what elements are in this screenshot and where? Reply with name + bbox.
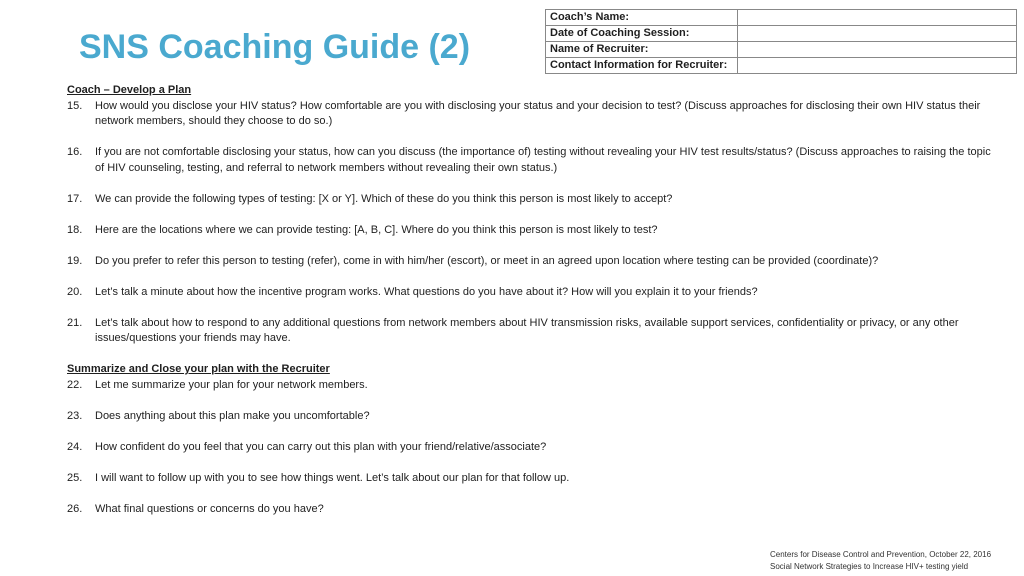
item-number: 16. [67,146,83,158]
coaching-info-table [545,9,1017,74]
item-text: What final questions or concerns do you have? [95,502,324,515]
list-item [67,145,997,176]
item-text: Let’s talk a minute about how the incentive program works. What questions do you have about it? How will you explain it to your friends? [95,285,758,298]
item-number: 26. [67,502,83,515]
item-number: 15. [67,99,83,112]
coach-name-value[interactable] [738,10,1017,26]
footer-citation [770,549,991,573]
table-row [546,10,1017,26]
table-row [546,26,1017,42]
item-number: 24. [67,440,83,453]
item-text: I will want to follow up with you to see how things went. Let’s talk about our plan for that follow up. [95,471,570,484]
table-row [546,58,1017,74]
list-item [67,316,997,347]
item-number: 19. [67,254,83,267]
list-item [67,471,997,487]
recruiter-contact-value[interactable] [738,58,1017,74]
list-item [67,99,997,130]
recruiter-name-label: Name of Recruiter: [546,42,738,58]
item-text: How confident do you feel that you can carry out this plan with your friend/relative/associate? [95,440,547,453]
item-number: 18. [67,223,83,236]
table-row [546,42,1017,58]
item-number: 22. [67,378,83,391]
item-number: 20. [67,285,83,298]
item-text: Does anything about this plan make you uncomfortable? [95,409,370,422]
item-text: How would you disclose your HIV status? How comfortable are you with disclosing your status and your decision to test? (Discuss approaches for disclosing their own HIV status their network members, should they choose to do so.) [95,99,981,127]
item-text: Let me summarize your plan for your network members. [95,378,368,391]
list-item [67,192,997,208]
list-item [67,285,997,301]
item-text: Do you prefer to refer this person to testing (refer), come in with him/her (escort), or meet in an agreed upon location where testing can be provided (coordinate)? [95,254,879,267]
list-item [67,409,997,425]
item-text: If you are not comfortable disclosing your status, how can you discuss (the importance of) testing without revealing your HIV test results/status? (Discuss approaches to raising the topic of HIV counseling, testing, and referral to network members without revealing their own status.) [95,146,991,174]
item-text: Here are the locations where we can provide testing: [A, B, C]. Where do you think this person is most likely to test? [95,223,658,236]
item-number: 21. [67,316,83,329]
list-item [67,440,997,456]
page-title: SNS Coaching Guide (2) [79,28,471,66]
item-text: Let’s talk about how to respond to any additional questions from network members about HIV transmission risks, available support services, confidentiality or privacy, or any other issues/questions your friends may have. [95,316,959,344]
recruiter-contact-label: Contact Information for Recruiter: [546,58,738,74]
item-number: 17. [67,192,83,205]
list-item [67,223,997,239]
session-date-label: Date of Coaching Session: [546,26,738,42]
recruiter-name-value[interactable] [738,42,1017,58]
list-item [67,254,997,270]
section-heading-summarize-close: Summarize and Close your plan with the Recruiter [67,363,330,375]
item-number: 23. [67,409,83,422]
item-text: We can provide the following types of testing: [X or Y]. Which of these do you think this person is most likely to accept? [95,192,673,205]
coach-name-label: Coach’s Name: [546,10,738,26]
session-date-value[interactable] [738,26,1017,42]
item-number: 25. [67,471,83,484]
list-item [67,378,997,394]
section-heading-develop-plan: Coach – Develop a Plan [67,84,192,96]
footer-line-1: Centers for Disease Control and Prevention, October 22, 2016 [770,550,992,559]
footer-line-2: Social Network Strategies to Increase HIV+ testing yield [770,562,969,571]
list-item [67,502,997,518]
guide-body [67,83,997,517]
